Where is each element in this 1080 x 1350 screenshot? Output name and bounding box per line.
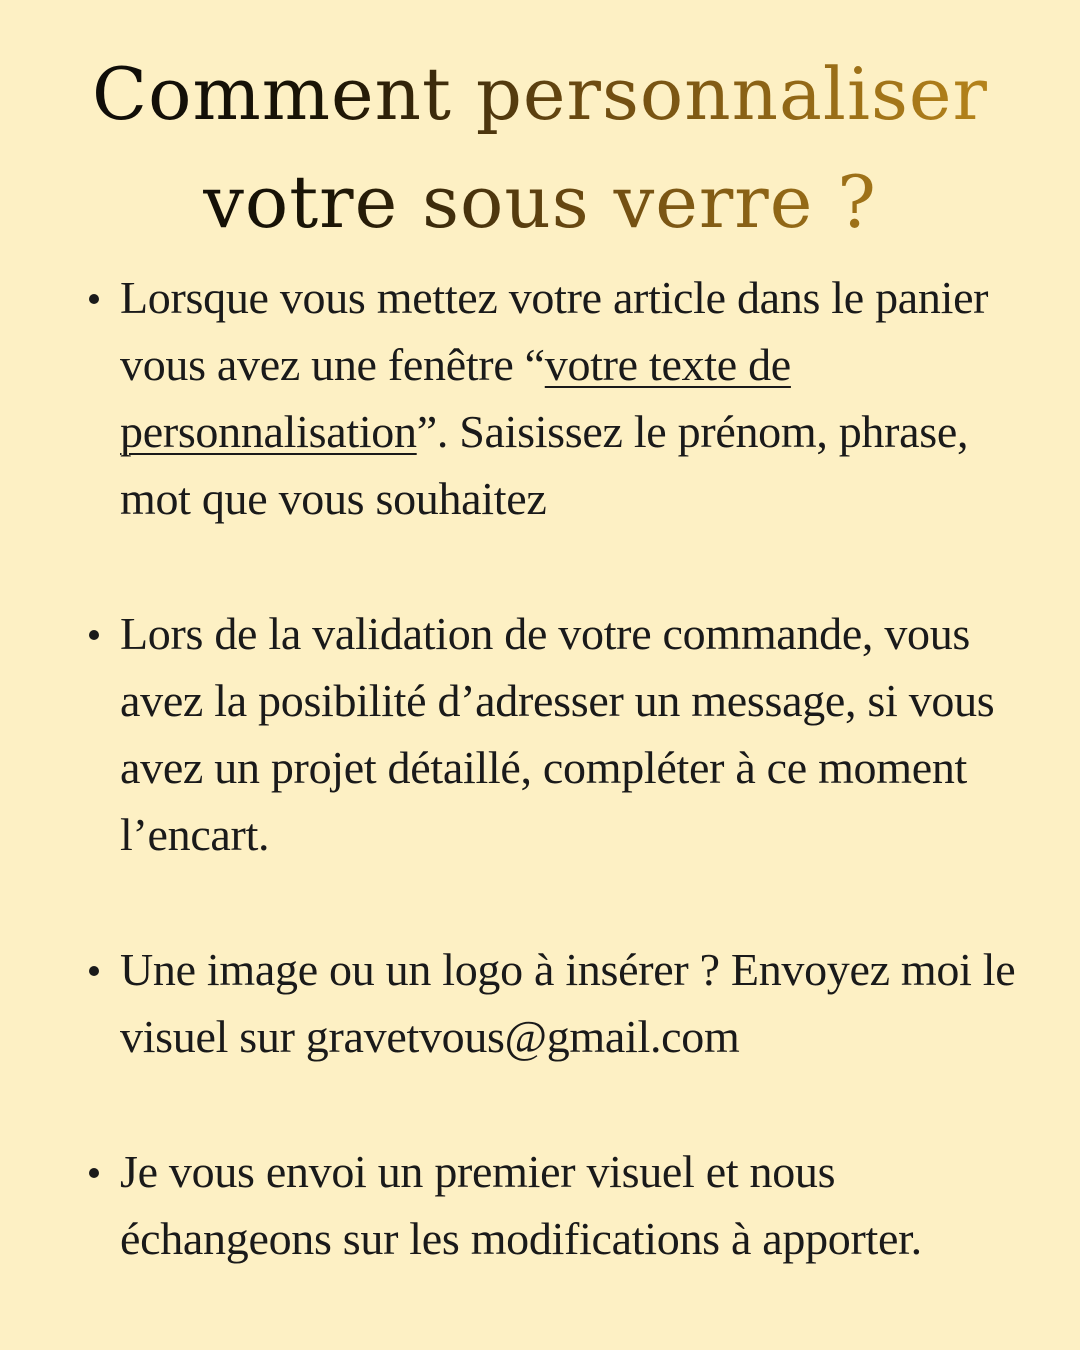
bullet-text: Je vous envoi un premier visuel et nous échangeons sur les modifications à apporter. (120, 1146, 922, 1264)
list-item-cart-text (80, 264, 1040, 532)
personalization-text-link: votre texte de personnalisation (120, 339, 791, 457)
bullet-text: Lorsque vous mettez votre article dans le panier vous avez une fenêtre “ (120, 272, 989, 390)
list-item-image-logo (80, 936, 1040, 1070)
title-line-2: votre sous verre ? (203, 160, 877, 244)
bullet-text: Une image ou un logo à insérer ? Envoyez moi le visuel sur gravetvous@gmail.com (120, 944, 1016, 1062)
list-item-order-message (80, 600, 1040, 868)
instructions-list (80, 264, 1040, 1272)
bullet-text: ”. Saisissez le prénom, phrase, mot que vous souhaitez (120, 406, 969, 524)
list-item-first-visual (80, 1138, 1040, 1272)
title-line-1: Comment personnaliser (92, 52, 988, 136)
bullet-text: Lors de la validation de votre commande, vous avez la posibilité d’adresser un message, si vous avez un projet détaillé, compléter à ce moment l’encart. (120, 608, 995, 860)
page-title (0, 40, 1080, 256)
